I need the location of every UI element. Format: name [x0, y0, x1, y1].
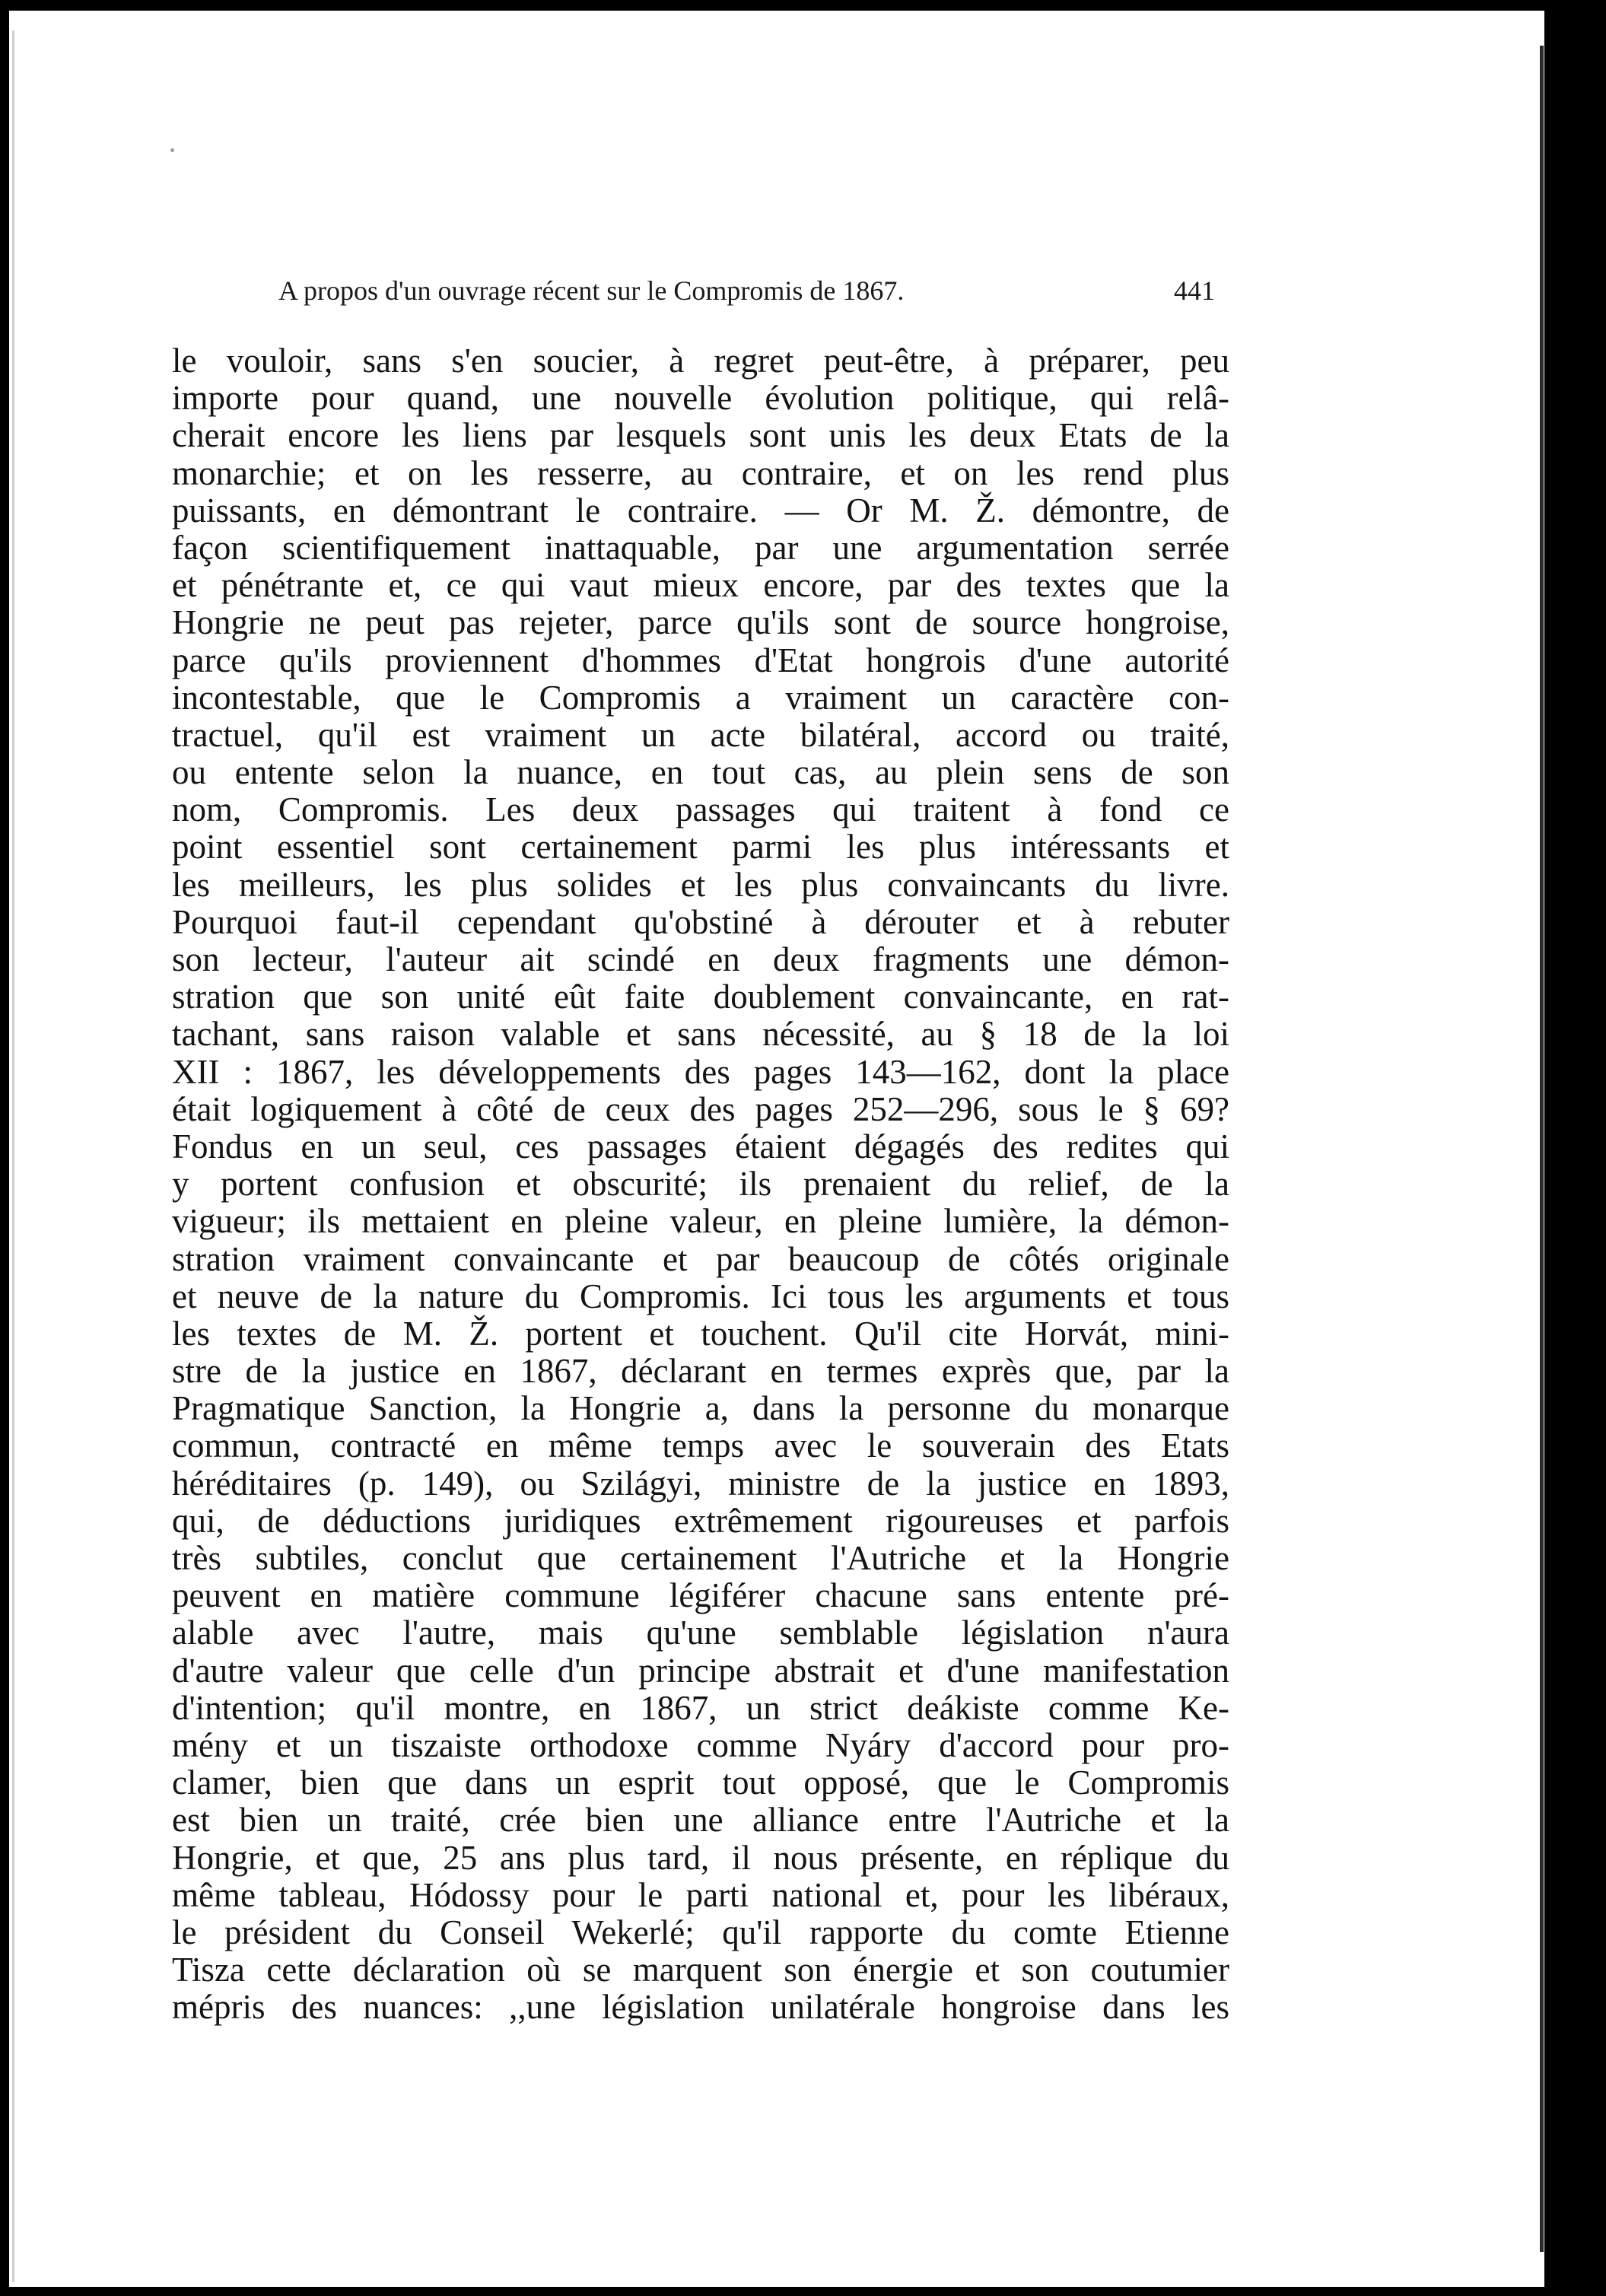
text-line: mény et un tiszaiste orthodoxe comme Nyáry d'accord pour pro- — [172, 1725, 1229, 1764]
text-line: est bien un traité, crée bien une alliance entre l'Autriche et la — [172, 1801, 1229, 1840]
text-line: les textes de M. Ž. portent et touchent. Qu'il cite Horvát, mini- — [172, 1314, 1229, 1353]
text-line: très subtiles, conclut que certainement l'Autriche et la Hongrie — [172, 1539, 1229, 1577]
text-line: XII : 1867, les développements des pages 143—162, dont la place — [172, 1052, 1229, 1091]
text-line: mépris des nuances: ,,une législation unilatérale hongroise dans les — [172, 1988, 1229, 2027]
text-line: façon scientifiquement inattaquable, par une argumentation serrée — [172, 528, 1229, 567]
text-line: ou entente selon la nuance, en tout cas, au plein sens de son — [172, 753, 1229, 792]
page-right-edge — [1540, 46, 1544, 2252]
text-line: tachant, sans raison valable et sans nécessité, au § 18 de la loi — [172, 1015, 1229, 1054]
text-line: nom, Compromis. Les deux passages qui traitent à fond ce — [172, 790, 1229, 829]
text-line: peuvent en matière commune légiférer chacune sans entente pré- — [172, 1576, 1229, 1615]
text-line: Pragmatique Sanction, la Hongrie a, dans la personne du monarque — [172, 1389, 1229, 1428]
text-line: Fondus en un seul, ces passages étaient dégagés des redites qui — [172, 1127, 1229, 1165]
text-line: puissants, en démontrant le contraire. — Or M. Ž. démontre, de — [172, 491, 1229, 529]
text-line: Pourquoi faut-il cependant qu'obstiné à dérouter et à rebuter — [172, 902, 1229, 941]
text-line: tractuel, qu'il est vraiment un acte bilatéral, accord ou traité, — [172, 715, 1229, 754]
text-line: Tisza cette déclaration où se marquent son énergie et son coutumier — [172, 1951, 1229, 1989]
scan-speck — [170, 148, 174, 152]
text-line: incontestable, que le Compromis a vraiment un caractère con- — [172, 678, 1229, 717]
text-line: héréditaires (p. 149), ou Szilágyi, ministre de la justice en 1893, — [172, 1464, 1229, 1503]
text-line: parce qu'ils proviennent d'hommes d'Etat hongrois d'une autorité — [172, 641, 1229, 679]
text-line: d'autre valeur que celle d'un principe abstrait et d'une manifestation — [172, 1651, 1229, 1690]
text-line: point essentiel sont certainement parmi les plus intéressants et — [172, 828, 1229, 867]
text-line: stration vraiment convaincante et par beaucoup de côtés originale — [172, 1239, 1229, 1278]
text-line: le vouloir, sans s'en soucier, à regret peut-être, à préparer, peu — [172, 342, 1229, 380]
text-line: stration que son unité eût faite doublement convaincante, en rat- — [172, 978, 1229, 1016]
text-line: cherait encore les liens par lesquels sont unis les deux Etats de la — [172, 416, 1229, 455]
text-line: qui, de déductions juridiques extrêmement rigoureuses et parfois — [172, 1501, 1229, 1540]
running-head — [166, 268, 1250, 313]
text-line: son lecteur, l'auteur ait scindé en deux fragments une démon- — [172, 940, 1229, 978]
scan-border — [1544, 0, 1606, 2296]
text-line: alable avec l'autre, mais qu'une semblable législation n'aura — [172, 1614, 1229, 1652]
text-line: monarchie; et on les resserre, au contraire, et on les rend plus — [172, 453, 1229, 492]
text-line: y portent confusion et obscurité; ils prenaient du relief, de la — [172, 1165, 1229, 1204]
text-line: Hongrie ne peut pas rejeter, parce qu'ils sont de source hongroise, — [172, 603, 1229, 642]
text-line: et pénétrante et, ce qui vaut mieux encore, par des textes que la — [172, 566, 1229, 605]
text-line: était logiquement à côté de ceux des pages 252—296, sous le § 69? — [172, 1089, 1229, 1128]
text-line: importe pour quand, une nouvelle évolution politique, qui relâ- — [172, 379, 1229, 418]
text-line: stre de la justice en 1867, déclarant en termes exprès que, par la — [172, 1352, 1229, 1391]
text-line: clamer, bien que dans un esprit tout opposé, que le Compromis — [172, 1763, 1229, 1802]
text-line: et neuve de la nature du Compromis. Ici tous les arguments et tous — [172, 1277, 1229, 1315]
running-head-title: A propos d'un ouvrage récent sur le Compromis de 1867. — [278, 275, 905, 306]
text-line: vigueur; ils mettaient en pleine valeur, en pleine lumière, la démon- — [172, 1202, 1229, 1241]
text-line: Hongrie, et que, 25 ans plus tard, il nous présente, en réplique du — [172, 1838, 1229, 1877]
text-line: d'intention; qu'il montre, en 1867, un strict deákiste comme Ke- — [172, 1688, 1229, 1727]
text-line: même tableau, Hódossy pour le parti national et, pour les libéraux, — [172, 1875, 1229, 1914]
body-paragraph — [172, 342, 1229, 2026]
text-line: le président du Conseil Wekerlé; qu'il rapporte du comte Etienne — [172, 1913, 1229, 1951]
page-left-edge — [12, 30, 14, 2282]
page-number: 441 — [1174, 275, 1215, 306]
text-line: les meilleurs, les plus solides et les plus convaincants du livre. — [172, 865, 1229, 904]
text-line: commun, contracté en même temps avec le souverain des Etats — [172, 1426, 1229, 1465]
